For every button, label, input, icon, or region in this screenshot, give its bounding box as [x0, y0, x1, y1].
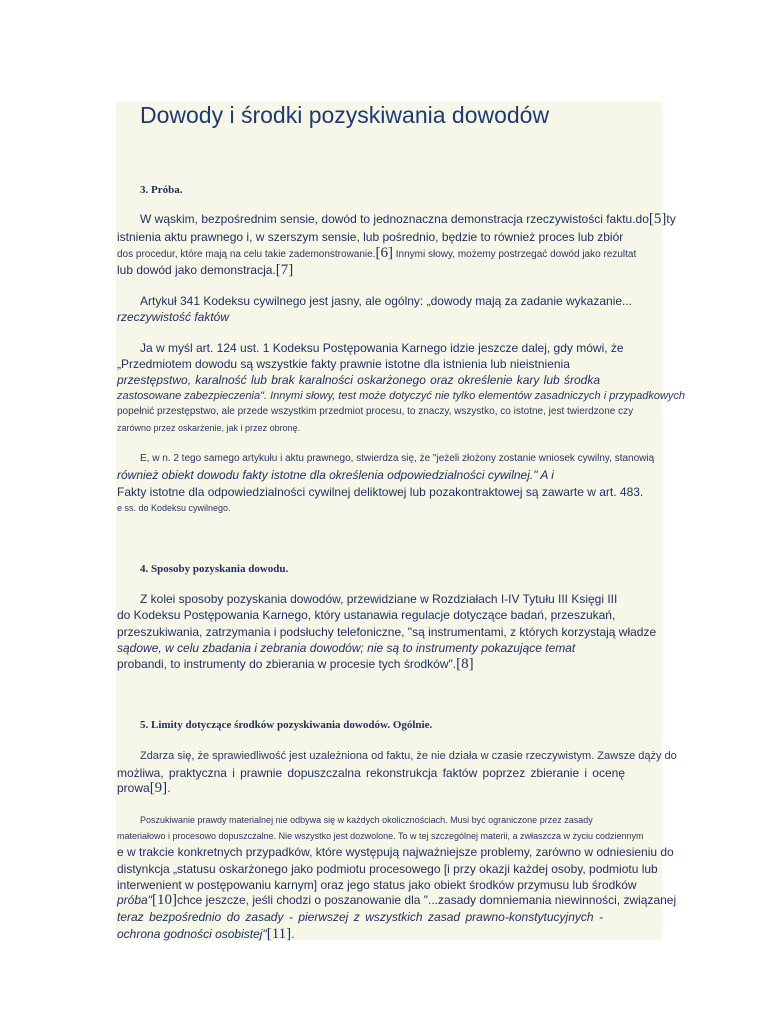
text-line: materiałowo i procesowo dopuszczalne. Nie wszystko jest dozwolone. To w tej szczególnej materii, a zwłaszcza w życiu codziennym	[117, 831, 644, 841]
text-line: możliwa, praktyczna i prawnie dopuszczalna rekonstrukcja faktów poprzez zbieranie i ocenę	[117, 766, 625, 780]
text-line: lub dowód jako demonstracja.[7]	[117, 262, 294, 278]
footnote-ref-11[interactable]: [11]	[266, 926, 292, 942]
footnote-ref-6[interactable]: [6]	[375, 245, 393, 261]
text-line: Artykuł 341 Kodeksu cywilnego jest jasny, ale ogólny: „dowody mają za zadanie wykazanie...	[140, 294, 633, 308]
text-line: Poszukiwanie prawdy materialnej nie odbywa się w każdych okolicznościach. Musi być ograniczone przez zasady	[140, 815, 593, 825]
footnote-ref-7[interactable]: [7]	[275, 262, 294, 278]
footnote-ref-5[interactable]: [5]	[648, 211, 667, 227]
text-line: W wąskim, bezpośrednim sensie, dowód to jednoznaczna demonstracja rzeczywistości faktu.do[5]ty	[140, 211, 676, 227]
text-line: Z kolei sposoby pozyskania dowodów, przewidziane w Rozdziałach I-IV Tytułu III Księgi III	[140, 592, 618, 606]
footnote-ref-8[interactable]: [8]	[456, 656, 474, 672]
section-heading-proba: 3. Próba.	[140, 184, 183, 196]
text-line: zastosowane zabezpieczenia". Innymi słowy, test może dotyczyć nie tylko elementów zasadniczych i przypadkowych	[117, 390, 686, 402]
text-line: sądowe, w celu zbadania i zebrania dowodów; nie są to instrumenty pokazujące temat	[117, 641, 576, 655]
text-line: również obiekt dowodu fakty istotne dla określenia odpowiedzialności cywilnej." A i	[117, 468, 554, 482]
text-line: „Przedmiotem dowodu są wszystkie fakty prawnie istotne dla istnienia lub nieistnienia	[117, 357, 570, 371]
text-line: dos procedur, które mają na celu takie zademonstrowanie.[6] Innymi słowy, możemy postrzegać dowód jako rezultat	[117, 245, 637, 261]
text-line: ochrona godności osobistej"[11].	[117, 926, 295, 942]
text-line: do Kodeksu Postępowania Karnego, który ustanawia regulacje dotyczące badań, przeszukań,	[117, 608, 616, 622]
text-line: zarówno przez oskarżenie, jak i przez obronę.	[117, 423, 301, 433]
text-line: prowa[9].	[117, 780, 171, 796]
footnote-ref-9[interactable]: [9]	[149, 780, 168, 796]
text-line: E, w n. 2 tego samego artykułu i aktu prawnego, stwierdza się, że "jeżeli złożony zostanie wniosek cywilny, stanowią	[140, 453, 655, 464]
text-line: Fakty istotne dla odpowiedzialności cywilnej deliktowej lub pozakontraktowej są zawarte w art. 483.	[117, 485, 644, 499]
section-heading-sposoby: 4. Sposoby pozyskania dowodu.	[140, 563, 289, 575]
text-line: e w trakcie konkretnych przypadków, które występują najważniejsze problemy, zarówno w odniesieniu do	[117, 845, 674, 859]
text-line: próba"[10]chce jeszcze, jeśli chodzi o poszanowanie dla "...zasady domniemania niewinności, związanej	[117, 892, 677, 908]
footnote-ref-10[interactable]: [10]	[151, 892, 177, 908]
text-line: interwenient w postępowaniu karnym] oraz jego status jako obiekt środków przymusu lub środków	[117, 878, 637, 892]
text-line: teraz bezpośrednio do zasady - pierwszej z wszystkich zasad prawno-konstytucyjnych -	[117, 910, 603, 924]
text-line: przeszukiwania, zatrzymania i podsłuchy telefoniczne, "są instrumentami, z których korzystają władze	[117, 625, 657, 639]
text-line: distynkcja „statusu oskarżonego jako podmiotu procesowego [i przy okazji każdej osoby, podmiotu lub	[117, 862, 658, 876]
section-heading-limity: 5. Limity dotyczące środków pozyskiwania dowodów. Ogólnie.	[140, 719, 433, 731]
text-line: istnienia aktu prawnego i, w szerszym sensie, lub pośrednio, będzie to również proces lub zbiór	[117, 230, 624, 244]
text-line: Zdarza się, że sprawiedliwość jest uzależniona od faktu, że nie działa w czasie rzeczywistym. Zawsze dąży do	[140, 750, 677, 762]
text-line: e ss. do Kodeksu cywilnego.	[117, 503, 231, 513]
text-line: przestępstwo, karalność lub brak karalności oskarżonego oraz określenie kary lub środka	[117, 373, 600, 387]
text-line: Ja w myśl art. 124 ust. 1 Kodeksu Postępowania Karnego idzie jeszcze dalej, gdy mówi, że	[140, 341, 624, 355]
text-line: rzeczywistość faktów	[117, 310, 230, 324]
text-line: popełnić przestępstwo, ale przede wszystkim przedmiot procesu, to znaczy, wszystko, co istotne, jest twierdzone czy	[117, 406, 634, 417]
text-line: probandi, to instrumenty do zbierania w procesie tych środków".[8]	[117, 656, 474, 672]
page-title: Dowody i środki pozyskiwania dowodów	[140, 102, 550, 128]
